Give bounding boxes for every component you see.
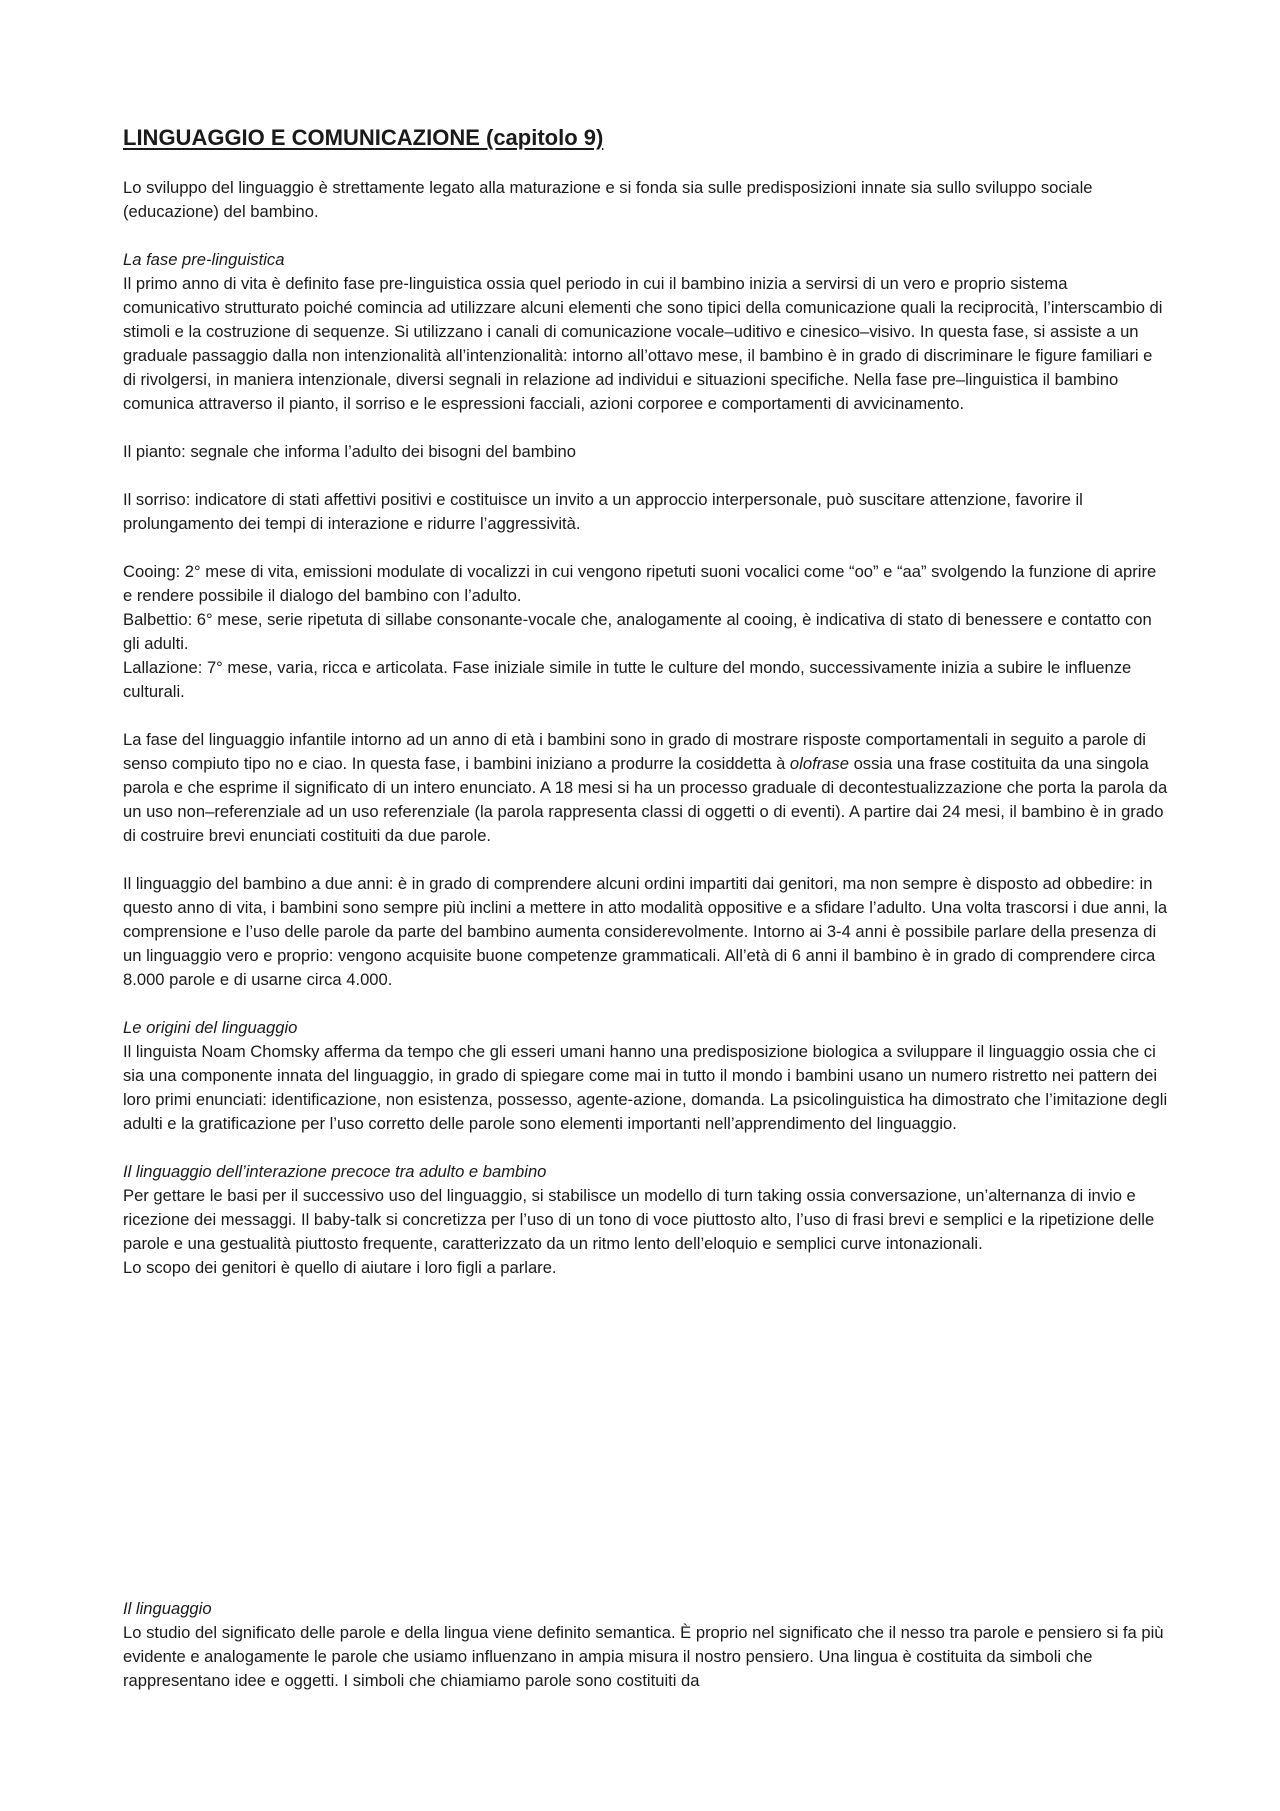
- infant-phase-text-1: La fase del linguaggio infantile intorno ad un anno di età i bambini sono in grado di mostrare risposte comportamentali in seguito a parole di senso compiuto tipo no e ciao. In questa fase, i bambini iniziano a produrre la cosiddetta à: [123, 730, 1146, 773]
- infant-phase-paragraph: [123, 728, 1168, 848]
- section-heading-origins: Le origini del linguaggio: [123, 1018, 298, 1037]
- origins-paragraph: Il linguista Noam Chomsky afferma da tempo che gli esseri umani hanno una predisposizione biologica a sviluppare il linguaggio ossia che ci sia una componente innata del linguaggio, in grado di spiegare come mai in tutto il mondo i bambini usano un numero ristretto nei pattern dei loro primi enunciati: identificazione, non esistenza, possesso, agente-azione, domanda. La psicolinguistica ha dimostrato che l’imitazione degli adulti e la gratificazione per l’uso corretto delle parole sono elementi importanti nell’apprendimento del linguaggio.: [123, 1042, 1168, 1133]
- lallation-paragraph: Lallazione: 7° mese, varia, ricca e articolata. Fase iniziale simile in tutte le culture del mondo, successivamente inizia a subire le influenze culturali.: [123, 658, 1132, 701]
- document-page: [123, 124, 1168, 1280]
- babbling-paragraph: Balbettio: 6° mese, serie ripetuta di sillabe consonante-vocale che, analogamente al cooing, è indicativa di stato di benessere e contatto con gli adulti.: [123, 610, 1152, 653]
- intro-paragraph: Lo sviluppo del linguaggio è strettamente legato alla maturazione e si fonda sia sulle predisposizioni innate sia sullo sviluppo sociale (educazione) del bambino.: [123, 178, 1093, 221]
- section-heading-interaction: Il linguaggio dell’interazione precoce tra adulto e bambino: [123, 1162, 547, 1181]
- smile-paragraph: Il sorriso: indicatore di stati affettivi positivi e costituisce un invito a un approccio interpersonale, può suscitare attenzione, favorire il prolungamento dei tempi di interazione e ridurre l’aggressività.: [123, 490, 1083, 533]
- crying-paragraph: Il pianto: segnale che informa l’adulto dei bisogni del bambino: [123, 442, 576, 461]
- infant-phase-text-2: ossia una frase costituita da una singola parola e che esprime il significato di un intero enunciato. A 18 mesi si ha un processo graduale di decontestualizzazione che porta la parola da un uso non–referenziale ad un uso referenziale (la parola rappresenta classi di oggetti o di eventi). A partire dai 24 mesi, il bambino è in grado di costruire brevi enunciati costituiti da due parole.: [123, 754, 1168, 845]
- language-paragraph: Lo studio del significato delle parole e della lingua viene definito semantica. È proprio nel significato che il nesso tra parole e pensiero si fa più evidente e analogamente le parole che usiamo influenzano in ampia misura il nostro pensiero. Una lingua è costituita da simboli che rappresentano idee e oggetti. I simboli che chiamiamo parole sono costituiti da: [123, 1623, 1164, 1690]
- section-heading-prelinguistic: La fase pre-linguistica: [123, 250, 285, 269]
- page-title: LINGUAGGIO E COMUNICAZIONE (capitolo 9): [123, 125, 604, 150]
- interaction-paragraph: Per gettare le basi per il successivo uso del linguaggio, si stabilisce un modello di turn taking ossia conversazione, un’alternanza di invio e ricezione dei messaggi. Il baby-talk si concretizza per l’uso di un tono di voce piuttosto alto, l’uso di frasi brevi e semplici e la ripetizione delle parole e una gestualità piuttosto frequente, caratterizzato da un ritmo lento dell’eloquio e semplici curve intonazionali.: [123, 1186, 1155, 1253]
- two-years-paragraph: Il linguaggio del bambino a due anni: è in grado di comprendere alcuni ordini impartiti dai genitori, ma non sempre è disposto ad obbedire: in questo anno di vita, i bambini sono sempre più inclini a mettere in atto modalità oppositive e a sfidare l’adulto. Una volta trascorsi i due anni, la comprensione e l’uso delle parole da parte del bambino aumenta considerevolmente. Intorno ai 3-4 anni è possibile parlare della presenza di un linguaggio vero e proprio: vengono acquisite buone competenze grammaticali. All’età di 6 anni il bambino è in grado di comprendere circa 8.000 parole e di usarne circa 4.000.: [123, 874, 1168, 989]
- cooing-paragraph: Cooing: 2° mese di vita, emissioni modulate di vocalizzi in cui vengono ripetuti suoni vocalici come “oo” e “aa” svolgendo la funzione di aprire e rendere possibile il dialogo del bambino con l’adulto.: [123, 562, 1157, 605]
- section-heading-language: Il linguaggio: [123, 1599, 212, 1618]
- interaction-closing: Lo scopo dei genitori è quello di aiutare i loro figli a parlare.: [123, 1258, 557, 1277]
- language-section: [123, 1597, 1168, 1693]
- olofrase-term: olofrase: [789, 754, 849, 773]
- prelinguistic-paragraph: Il primo anno di vita è definito fase pre-linguistica ossia quel periodo in cui il bambino inizia a servirsi di un vero e proprio sistema comunicativo strutturato poiché comincia ad utilizzare alcuni elementi che sono tipici della comunicazione quali la reciprocità, l’interscambio di stimoli e la costruzione di sequenze. Si utilizzano i canali di comunicazione vocale–uditivo e cinesico–visivo. In questa fase, si assiste a un graduale passaggio dalla non intenzionalità all’intenzionalità: intorno all’ottavo mese, il bambino è in grado di discriminare le figure familiari e di rivolgersi, in maniera intenzionale, diversi segnali in relazione ad individui e situazioni specifiche. Nella fase pre–linguistica il bambino comunica attraverso il pianto, il sorriso e le espressioni facciali, azioni corporee e comportamenti di avvicinamento.: [123, 274, 1163, 413]
